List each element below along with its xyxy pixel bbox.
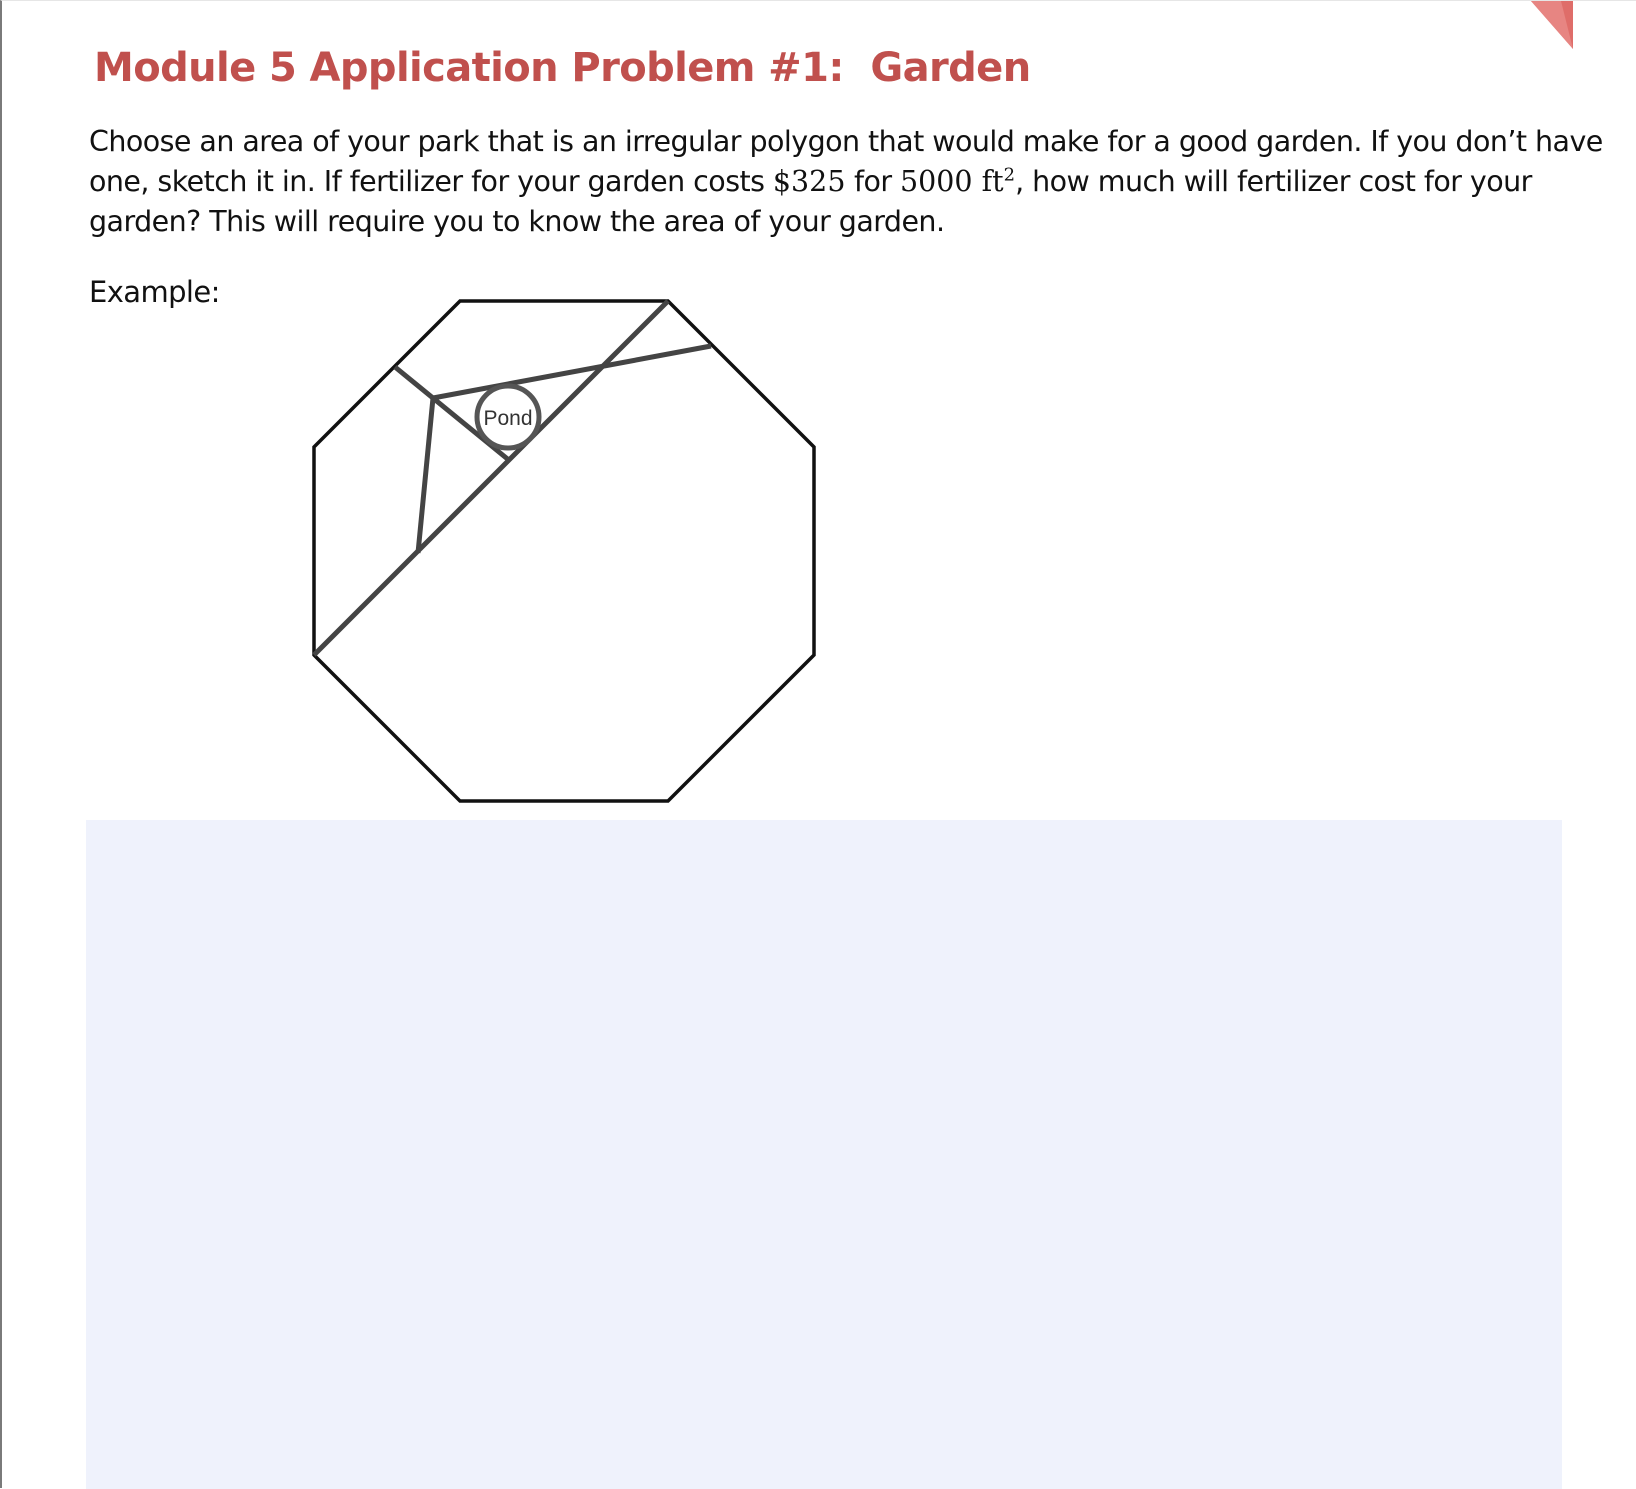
- problem-title: Module 5 Application Problem #1: Garden: [94, 45, 1031, 91]
- fertilizer-cost: $325: [772, 165, 846, 198]
- problem-text-part-3: , how much will fertilizer cost for your garden? This will require you to know the area of your garden.: [89, 165, 1532, 238]
- area-unit: [973, 165, 1016, 198]
- pond-label: Pond: [483, 407, 533, 430]
- example-label: Example:: [89, 275, 220, 309]
- problem-text-part-1: Choose an area of your park that is an irregular polygon that would make for a good garden. If you don’t have one, sketch it in. If fertilizer for your garden costs: [89, 125, 1603, 198]
- path-diagonal-line: [314, 301, 668, 655]
- garden-octagon-diagram: [302, 291, 822, 811]
- path-garden-left-edge: [418, 398, 433, 553]
- page-corner-fold: [1509, 1, 1573, 51]
- problem-text-part-2: for: [845, 165, 901, 198]
- answer-input-area[interactable]: [86, 820, 1562, 1489]
- problem-statement: [89, 122, 1609, 242]
- area-exponent: 2: [1003, 164, 1016, 186]
- area-value: 5000: [900, 165, 973, 198]
- area-unit-text: ft: [981, 165, 1004, 198]
- path-upper-line: [433, 346, 711, 398]
